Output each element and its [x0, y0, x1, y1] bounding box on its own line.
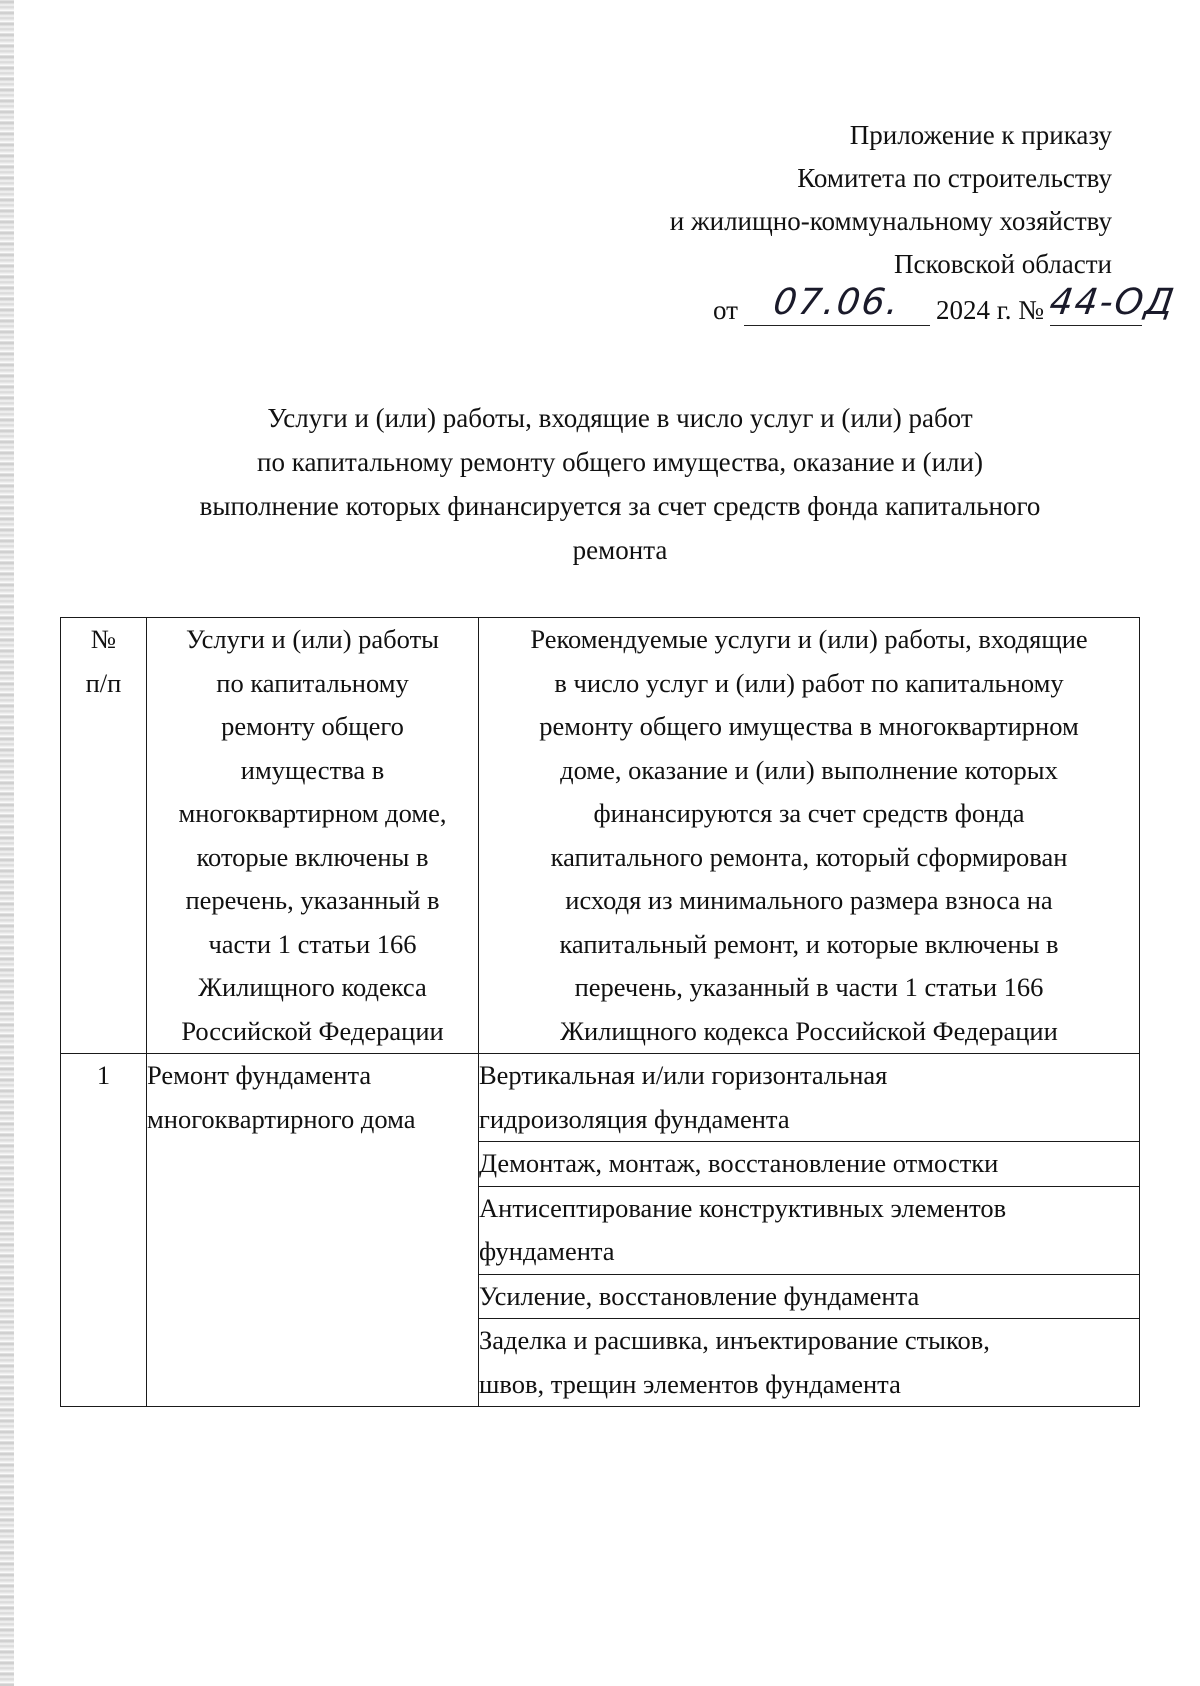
work-line: Заделка и расшивка, инъектирование стыков, [479, 1325, 990, 1355]
header-cell-number [61, 618, 147, 1054]
work-waterproofing [479, 1054, 1140, 1142]
header-line-region: Псковской области [893, 249, 1112, 279]
header-works-line: в число услуг и (или) работ по капитальному [554, 667, 1064, 698]
services-table [60, 617, 1140, 1407]
title-line-1: Услуги и (или) работы, входящие в число услуг и (или) работ [267, 403, 973, 433]
document-title [120, 396, 1120, 572]
header-works-line: исходя из минимального размера взноса на [565, 885, 1053, 915]
work-line: Антисептирование конструктивных элементов [479, 1192, 1007, 1223]
work-line: Демонтаж, монтаж, восстановление отмостки [479, 1148, 999, 1178]
table-row [61, 1054, 1140, 1142]
work-reinforcement [479, 1274, 1140, 1319]
work-line: Усиление, восстановление фундамента [479, 1280, 920, 1311]
title-line-2: по капитальному ремонту общего имущества, оказание и (или) [257, 447, 983, 477]
header-line-appendix: Приложение к приказу [849, 120, 1112, 150]
work-line: фундамента [479, 1236, 615, 1266]
header-number-line: № [90, 624, 117, 654]
header-services-line: Российской Федерации [181, 1015, 444, 1046]
service-line: многоквартирного дома [147, 1103, 416, 1134]
header-works-line: Жилищного кодекса Российской Федерации [560, 1015, 1058, 1046]
header-line-committee: Комитета по строительству [797, 163, 1112, 193]
service-line: Ремонт фундамента [147, 1060, 372, 1090]
handwritten-date: 07.06. [770, 282, 904, 323]
work-antiseptic [479, 1186, 1140, 1274]
handwritten-order-number: 44-ОД [1047, 282, 1179, 323]
work-line: Вертикальная и/или горизонтальная [479, 1060, 888, 1090]
header-works-line: финансируются за счет средств фонда [593, 798, 1025, 828]
work-blind-area [479, 1142, 1140, 1187]
row-number: 1 [61, 1054, 147, 1407]
header-works-line: ремонту общего имущества в многоквартирном [539, 711, 1079, 741]
header-works-line: перечень, указанный в части 1 статьи 166 [574, 972, 1044, 1002]
work-line: гидроизоляция фундамента [479, 1103, 790, 1134]
order-appendix-header [670, 114, 1112, 286]
header-services-line: по капитальному [216, 667, 409, 698]
header-works-line: Рекомендуемые услуги и (или) работы, входящие [530, 624, 1088, 654]
number-blank [1047, 282, 1179, 326]
header-services-line: Услуги и (или) работы [186, 624, 439, 654]
date-blank [744, 282, 930, 326]
header-works-line: доме, оказание и (или) выполнение которых [560, 754, 1058, 785]
work-joint-sealing [479, 1319, 1140, 1407]
header-services-line: части 1 статьи 166 [208, 928, 417, 959]
header-works-line: капитальный ремонт, и которые включены в [559, 928, 1059, 959]
header-cell-services [147, 618, 479, 1054]
header-services-line: имущества в [240, 754, 385, 785]
service-foundation-repair [147, 1054, 479, 1407]
title-line-4: ремонта [572, 535, 668, 565]
date-prefix: от [713, 295, 738, 325]
header-cell-recommended-works [479, 618, 1140, 1054]
header-works-line: капитального ремонта, который сформирован [550, 841, 1068, 872]
header-number-line: п/п [85, 667, 122, 698]
table-header-row [61, 618, 1140, 1054]
header-services-line: Жилищного кодекса [198, 972, 427, 1002]
title-line-3: выполнение которых финансируется за счет средств фонда капитального [199, 491, 1041, 521]
year-and-number-label: 2024 г. № [935, 295, 1044, 325]
scan-edge-artifact [0, 0, 14, 1686]
header-services-line: ремонту общего [221, 711, 404, 741]
order-date-line [713, 276, 1179, 326]
header-services-line: которые включены в [196, 841, 429, 872]
header-line-housing: и жилищно-коммунальному хозяйству [669, 206, 1112, 236]
work-line: швов, трещин элементов фундамента [479, 1368, 901, 1399]
header-services-line: перечень, указанный в [185, 885, 440, 915]
header-services-line: многоквартирном доме, [178, 798, 447, 828]
